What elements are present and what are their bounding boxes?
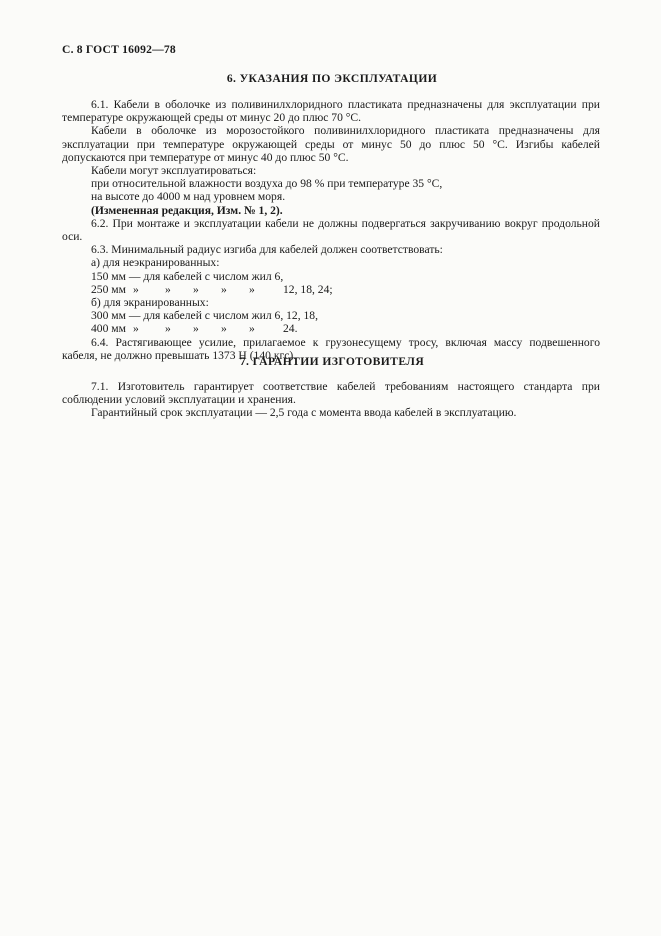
paragraph-altitude: на высоте до 4000 м над уровнем моря. xyxy=(91,190,286,204)
section-7-title: 7. ГАРАНТИИ ИЗГОТОВИТЕЛЯ xyxy=(239,355,425,368)
ditto-mark: » xyxy=(133,282,139,296)
ditto-mark: » xyxy=(193,322,199,336)
amendment-note: (Измененная редакция, Изм. № 1, 2). xyxy=(91,203,283,217)
paragraph-6-3: 6.3. Минимальный радиус изгиба для кабелей должен соответствовать: xyxy=(91,243,443,257)
paragraph-6-2: 6.2. При монтаже и эксплуатации кабели не должны подвергаться закручиванию вокруг продольной оси. xyxy=(62,216,600,244)
radius-row-150: 150 мм — для кабелей с числом жил 6, xyxy=(91,269,284,283)
list-label-shielded: б) для экранированных: xyxy=(91,296,209,310)
list-label-unshielded: а) для неэкранированных: xyxy=(91,256,220,270)
radius-row-250 xyxy=(62,283,600,296)
ditto-mark: » xyxy=(193,282,199,296)
cores-value: 12, 18, 24; xyxy=(283,282,333,296)
radius-row-300: 300 мм — для кабелей с числом жил 6, 12, 18, xyxy=(91,309,318,323)
radius-row-400 xyxy=(62,322,600,335)
ditto-mark: » xyxy=(133,322,139,336)
radius-value: 400 мм xyxy=(91,322,126,336)
ditto-mark: » xyxy=(165,322,171,336)
ditto-mark: » xyxy=(221,282,227,296)
paragraph-7-1: 7.1. Изготовитель гарантирует соответствие кабелей требованиям настоящего стандарта при соблюдении условий эксплуатации и хранения. xyxy=(62,380,600,407)
paragraph-frost-resistant: Кабели в оболочке из морозостойкого поливинилхлоридного пластиката предназначены для эксплуатации при температуре окружающей среды от минус 50 до плюс 50 °С. Изгибы кабелей допускаются при температуре от минус 40 до плюс 50 °С. xyxy=(62,124,600,164)
paragraph-6-4: 6.4. Растягивающее усилие, прилагаемое к грузонесущему тросу, включая массу подвешенного кабеля, не должно превышать 1373 Н (140 кгс). xyxy=(62,335,600,362)
ditto-mark: » xyxy=(249,322,255,336)
paragraph-warranty-period: Гарантийный срок эксплуатации — 2,5 года с момента ввода кабелей в эксплуатацию. xyxy=(91,406,517,420)
ditto-mark: » xyxy=(165,282,171,296)
paragraph-6-1: 6.1. Кабели в оболочке из поливинилхлоридного пластиката предназначены для эксплуатации при температуре окружающей среды от минус 20 до плюс 70 °С. xyxy=(62,98,600,125)
page-header: С. 8 ГОСТ 16092—78 xyxy=(62,43,176,56)
ditto-mark: » xyxy=(249,282,255,296)
paragraph-humidity: при относительной влажности воздуха до 98 % при температуре 35 °С, xyxy=(91,177,443,191)
cores-value: 24. xyxy=(283,322,298,336)
section-6-body xyxy=(62,98,600,362)
paragraph-operating-conditions: Кабели могут эксплуатироваться: xyxy=(91,164,257,178)
section-6-title: 6. УКАЗАНИЯ ПО ЭКСПЛУАТАЦИИ xyxy=(226,72,438,85)
radius-value: 250 мм xyxy=(91,282,126,296)
section-7-body xyxy=(62,380,600,420)
ditto-mark: » xyxy=(221,322,227,336)
